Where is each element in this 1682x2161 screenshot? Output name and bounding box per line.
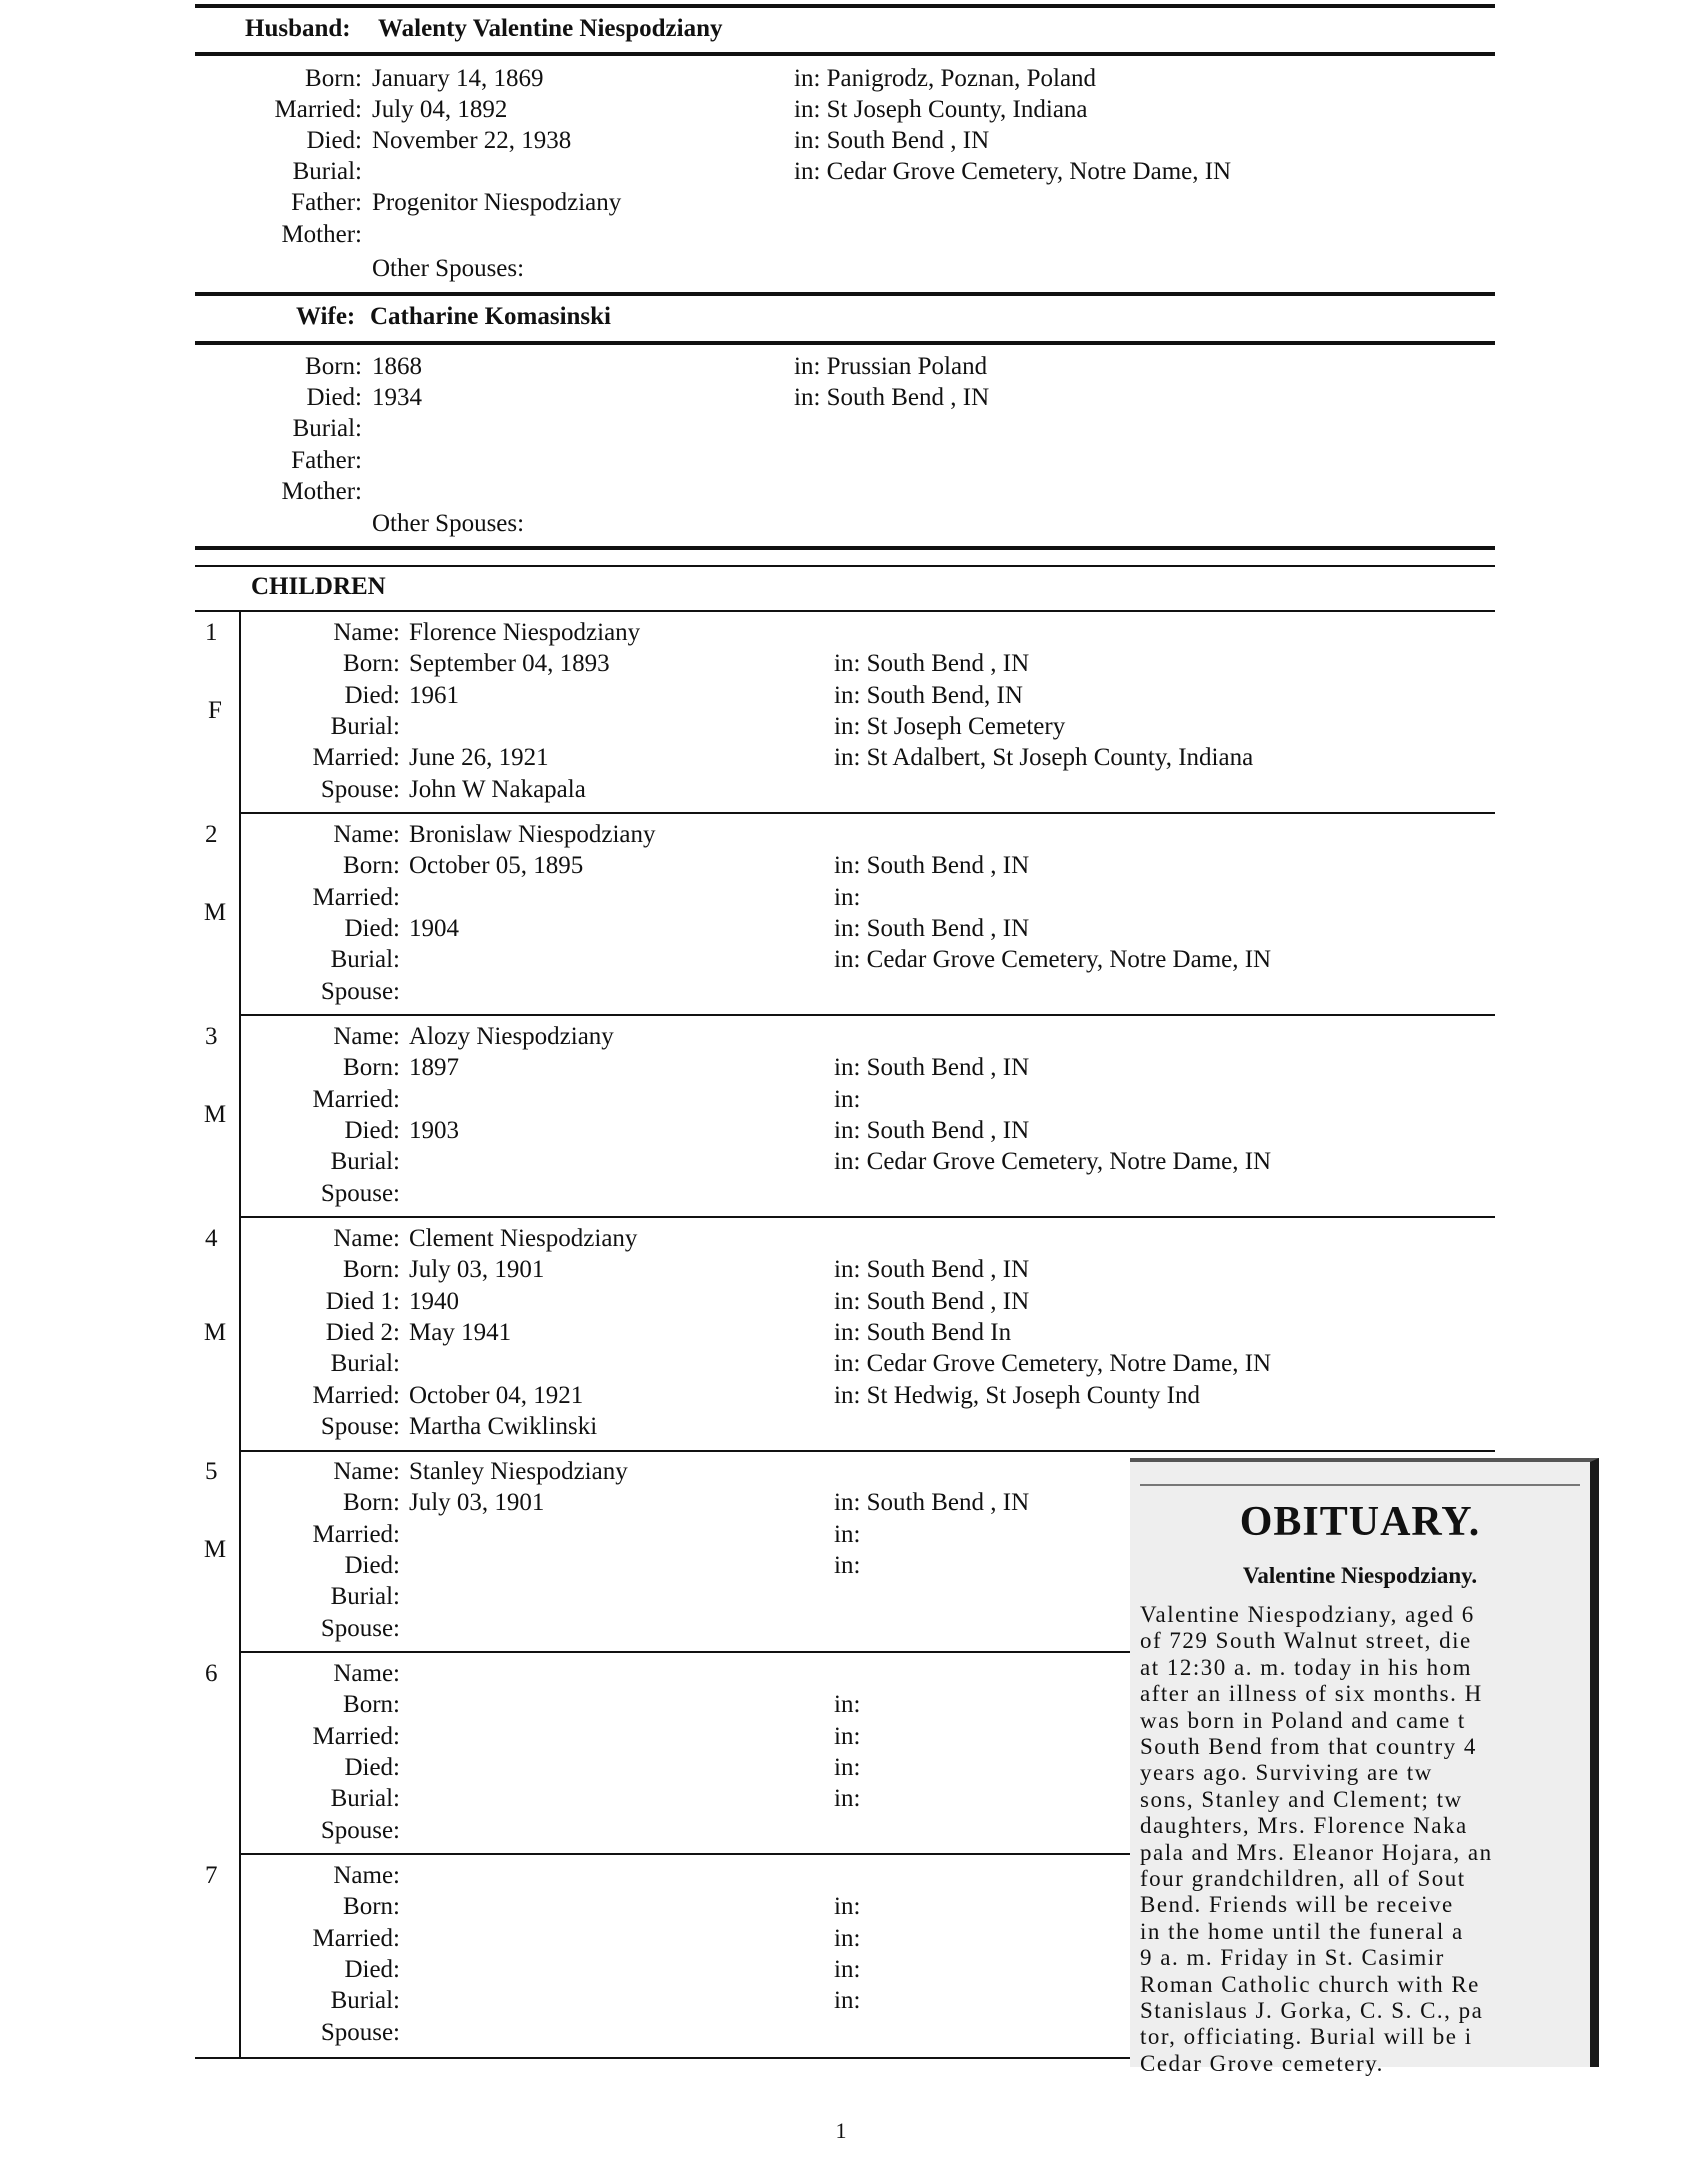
child-field-label: Died 2:	[325, 1319, 400, 1346]
field-place: in: St Joseph County, Indiana	[794, 96, 1088, 123]
child-field-label: Spouse:	[320, 1180, 400, 1207]
child-field-value: John W Nakapala	[409, 776, 586, 803]
child-field-label: Died:	[344, 682, 400, 709]
child-field-value: 1897	[409, 1054, 459, 1081]
obituary-line: Roman Catholic church with Re	[1140, 1972, 1480, 1997]
child-field-value: June 26, 1921	[409, 744, 549, 771]
child-field-place: in:	[834, 1691, 861, 1718]
child-field-value: October 04, 1921	[409, 1382, 584, 1409]
child-field-label: Burial:	[330, 1148, 400, 1175]
obituary-line: sons, Stanley and Clement; tw	[1140, 1787, 1463, 1812]
field-place: in: South Bend , IN	[794, 127, 990, 154]
field-label: Mother:	[281, 221, 362, 248]
child-field-label: Married:	[312, 1925, 400, 1952]
child-field-value: 1904	[409, 915, 459, 942]
child-field-label: Died:	[344, 1117, 400, 1144]
child-field-place: in:	[834, 1987, 861, 2014]
rule-top	[195, 4, 1495, 8]
child-field-label: Burial:	[330, 1350, 400, 1377]
obituary-line: daughters, Mrs. Florence Naka	[1140, 1813, 1468, 1838]
child-field-label: Name:	[333, 619, 400, 646]
child-field-place: in: South Bend , IN	[834, 852, 1030, 879]
child-field-label: Married:	[312, 1521, 400, 1548]
field-value: 1868	[372, 353, 422, 380]
child-field-label: Died:	[344, 1754, 400, 1781]
child-field-label: Burial:	[330, 1987, 400, 2014]
child-field-place: in: Cedar Grove Cemetery, Notre Dame, IN	[834, 1350, 1272, 1377]
child-field-label: Married:	[312, 1382, 400, 1409]
obituary-line: Stanislaus J. Gorka, C. S. C., pa	[1140, 1998, 1484, 2023]
child-field-label: Name:	[333, 821, 400, 848]
rule-wife-top	[195, 292, 1495, 296]
child-field-label: Born:	[343, 1256, 400, 1283]
child-field-label: Burial:	[330, 1583, 400, 1610]
field-place: in: South Bend , IN	[794, 384, 990, 411]
field-value: 1934	[372, 384, 422, 411]
child-field-label: Born:	[343, 1691, 400, 1718]
field-place: in: Prussian Poland	[794, 353, 988, 380]
child-field-place: in: South Bend , IN	[834, 1117, 1030, 1144]
obituary-title: OBITUARY.	[1239, 1499, 1481, 1545]
rule-children-top1	[195, 546, 1495, 550]
obituary-line: at 12:30 a. m. today in his hom	[1140, 1655, 1473, 1680]
child-field-place: in: South Bend , IN	[834, 650, 1030, 677]
child-field-value: Stanley Niespodziany	[409, 1458, 628, 1485]
field-value: November 22, 1938	[372, 127, 572, 154]
child-field-place: in:	[834, 1785, 861, 1812]
child-field-place: in: Cedar Grove Cemetery, Notre Dame, IN	[834, 1148, 1272, 1175]
child-field-place: in:	[834, 1086, 861, 1113]
husband-other-spouses: Other Spouses:	[372, 255, 525, 282]
child-field-label: Married:	[312, 1086, 400, 1113]
obituary-line: of 729 South Walnut street, die	[1140, 1628, 1472, 1653]
child-field-label: Born:	[343, 852, 400, 879]
child-field-value: October 05, 1895	[409, 852, 584, 879]
obituary-clipping	[1130, 1458, 1599, 2076]
child-field-value: 1940	[409, 1288, 459, 1315]
field-label: Married:	[274, 96, 362, 123]
child-field-label: Born:	[343, 1893, 400, 1920]
child-field-label: Name:	[333, 1023, 400, 1050]
field-label: Mother:	[281, 478, 362, 505]
field-value: July 04, 1892	[372, 96, 508, 123]
child-field-label: Married:	[312, 744, 400, 771]
obituary-line: 9 a. m. Friday in St. Casimir	[1140, 1945, 1445, 1970]
field-place: in: Cedar Grove Cemetery, Notre Dame, IN	[794, 158, 1232, 185]
field-label: Burial:	[292, 158, 362, 185]
child-field-place: in: South Bend , IN	[834, 915, 1030, 942]
child-field-place: in: St Adalbert, St Joseph County, Indiana	[834, 744, 1254, 771]
child-field-value: May 1941	[409, 1319, 512, 1346]
child-field-value: Florence Niespodziany	[409, 619, 641, 646]
child-field-place: in: South Bend, IN	[834, 682, 1023, 709]
child-field-label: Died:	[344, 1956, 400, 1983]
field-label: Died:	[306, 384, 362, 411]
child-field-value: Bronislaw Niespodziany	[409, 821, 656, 848]
child-field-place: in: South Bend , IN	[834, 1256, 1030, 1283]
obituary-line: was born in Poland and came t	[1140, 1708, 1466, 1733]
child-divider	[240, 1651, 1140, 1653]
child-field-label: Married:	[312, 1723, 400, 1750]
child-field-place: in: South Bend , IN	[834, 1489, 1030, 1516]
obituary-line: after an illness of six months. H	[1140, 1681, 1483, 1706]
obituary-line: South Bend from that country 4	[1140, 1734, 1477, 1759]
child-field-label: Name:	[333, 1660, 400, 1687]
child-field-place: in: St Hedwig, St Joseph County Ind	[834, 1382, 1200, 1409]
child-field-label: Died:	[344, 1552, 400, 1579]
obituary-subtitle: Valentine Niespodziany.	[1242, 1563, 1478, 1588]
child-number: 6	[205, 1660, 218, 1687]
child-field-label: Spouse:	[320, 1817, 400, 1844]
child-field-label: Spouse:	[320, 2019, 400, 2046]
child-divider	[240, 1853, 1140, 1855]
child-number: 2	[205, 821, 218, 848]
obituary-line: Cedar Grove cemetery.	[1140, 2051, 1384, 2076]
child-field-value: Martha Cwiklinski	[409, 1413, 598, 1440]
field-label: Burial:	[292, 415, 362, 442]
child-field-label: Spouse:	[320, 1615, 400, 1642]
child-field-place: in: South Bend , IN	[834, 1288, 1030, 1315]
obituary-line: pala and Mrs. Eleanor Hojara, an	[1140, 1840, 1493, 1865]
child-number: 7	[205, 1862, 218, 1889]
child-field-label: Burial:	[330, 946, 400, 973]
obituary-line: four grandchildren, all of Sout	[1140, 1866, 1466, 1891]
obituary-line: in the home until the funeral a	[1140, 1919, 1464, 1944]
child-field-place: in:	[834, 1552, 861, 1579]
obituary-line: years ago. Surviving are tw	[1140, 1760, 1433, 1785]
rule-wife	[195, 341, 1495, 345]
child-field-place: in:	[834, 1521, 861, 1548]
child-field-place: in:	[834, 1893, 861, 1920]
child-gender: F	[208, 697, 222, 724]
child-field-label: Burial:	[330, 1785, 400, 1812]
obituary-line: Bend. Friends will be receive	[1140, 1892, 1454, 1917]
obituary-line: tor, officiating. Burial will be i	[1140, 2024, 1473, 2049]
child-gender: M	[203, 1101, 227, 1128]
child-field-place: in:	[834, 1754, 861, 1781]
obituary-rule	[1140, 1484, 1580, 1486]
field-label: Father:	[291, 447, 362, 474]
child-number: 4	[205, 1225, 218, 1252]
child-field-value: Alozy Niespodziany	[409, 1023, 614, 1050]
child-number: 3	[205, 1023, 218, 1050]
child-field-label: Born:	[343, 650, 400, 677]
husband-name: Walenty Valentine Niespodziany	[378, 15, 723, 42]
page-number: 1	[835, 2118, 847, 2143]
child-divider	[240, 1014, 1495, 1016]
child-gender: M	[203, 899, 227, 926]
child-field-value: Clement Niespodziany	[409, 1225, 638, 1252]
wife-header-label: Wife:	[296, 303, 356, 330]
child-field-place: in:	[834, 1723, 861, 1750]
child-field-label: Born:	[343, 1054, 400, 1081]
field-label: Died:	[306, 127, 362, 154]
field-label: Father:	[291, 189, 362, 216]
rule-children-bottom	[195, 2057, 1135, 2059]
obituary-line: Valentine Niespodziany, aged 6	[1140, 1602, 1475, 1627]
children-header: CHILDREN	[251, 573, 386, 600]
child-field-label: Burial:	[330, 713, 400, 740]
child-field-label: Spouse:	[320, 776, 400, 803]
wife-name: Catharine Komasinski	[370, 303, 612, 330]
child-divider	[240, 1450, 1495, 1452]
child-number: 1	[205, 619, 218, 646]
child-divider	[240, 812, 1495, 814]
child-field-label: Name:	[333, 1458, 400, 1485]
child-field-value: September 04, 1893	[409, 650, 610, 677]
child-field-label: Died 1:	[325, 1288, 400, 1315]
husband-header-label: Husband:	[245, 15, 351, 42]
child-field-label: Name:	[333, 1862, 400, 1889]
child-field-place: in:	[834, 884, 861, 911]
child-field-place: in:	[834, 1956, 861, 1983]
child-field-place: in: South Bend In	[834, 1319, 1012, 1346]
child-field-label: Name:	[333, 1225, 400, 1252]
field-value: Progenitor Niespodziany	[372, 189, 622, 216]
child-field-place: in: Cedar Grove Cemetery, Notre Dame, IN	[834, 946, 1272, 973]
child-number: 5	[205, 1458, 218, 1485]
child-field-place: in: South Bend , IN	[834, 1054, 1030, 1081]
rule-husband	[195, 52, 1495, 56]
wife-other-spouses: Other Spouses:	[372, 510, 525, 537]
child-field-value: 1961	[409, 682, 459, 709]
field-label: Born:	[305, 65, 362, 92]
child-field-label: Born:	[343, 1489, 400, 1516]
child-divider	[240, 1216, 1495, 1218]
child-field-place: in:	[834, 1925, 861, 1952]
child-field-value: 1903	[409, 1117, 459, 1144]
field-label: Born:	[305, 353, 362, 380]
child-gender: M	[203, 1319, 227, 1346]
field-value: January 14, 1869	[372, 65, 544, 92]
child-field-value: July 03, 1901	[409, 1256, 545, 1283]
field-place: in: Panigrodz, Poznan, Poland	[794, 65, 1097, 92]
child-field-label: Died:	[344, 915, 400, 942]
child-field-place: in: St Joseph Cemetery	[834, 713, 1066, 740]
rule-children-header	[195, 610, 1495, 612]
child-field-label: Married:	[312, 884, 400, 911]
child-field-label: Spouse:	[320, 1413, 400, 1440]
child-field-label: Spouse:	[320, 978, 400, 1005]
child-gender: M	[203, 1536, 227, 1563]
child-field-value: July 03, 1901	[409, 1489, 545, 1516]
rule-children-top2	[195, 565, 1495, 567]
